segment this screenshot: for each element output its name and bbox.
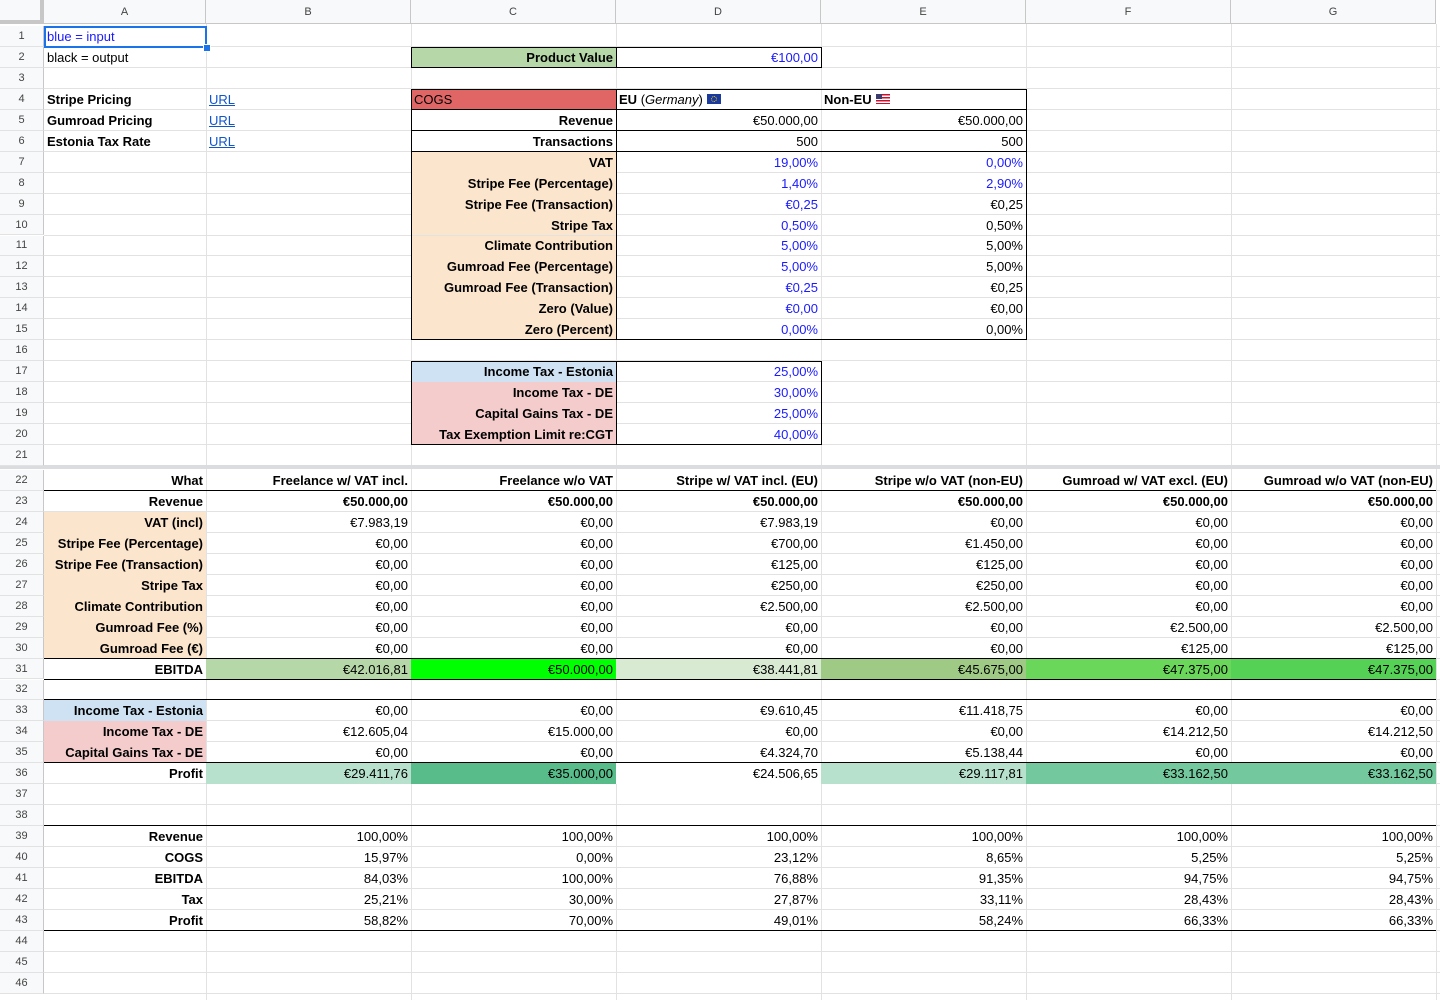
percent-value[interactable]: 94,75%: [1388, 871, 1433, 887]
row-header[interactable]: 18: [0, 382, 44, 403]
cogs-non-eu-value[interactable]: 0,50%: [986, 217, 1023, 233]
column-header-a[interactable]: A: [44, 0, 206, 24]
comparison-value[interactable]: €2.500,00: [760, 598, 818, 614]
percent-value[interactable]: 94,75%: [1183, 871, 1228, 887]
row-header[interactable]: 36: [0, 763, 44, 784]
row-header[interactable]: 24: [0, 512, 44, 533]
percent-value[interactable]: 70,00%: [568, 912, 613, 928]
percent-value[interactable]: 84,03%: [363, 871, 408, 887]
profit-value[interactable]: €33.162,50: [1026, 763, 1231, 784]
cogs-title: COGS: [411, 89, 616, 110]
comparison-row-label: Stripe Fee (Transaction): [44, 554, 206, 575]
link-label: Estonia Tax Rate: [47, 133, 151, 149]
percent-value[interactable]: 8,65%: [986, 850, 1023, 866]
tax-rate-label: Capital Gains Tax - DE: [411, 403, 616, 424]
cogs-eu-value[interactable]: 0,00%: [781, 322, 818, 338]
row-header[interactable]: 2: [0, 47, 44, 68]
cogs-row-label: Stripe Tax: [411, 215, 616, 236]
comparison-row-label: EBITDA: [154, 661, 203, 677]
tax-value[interactable]: €15.000,00: [547, 724, 613, 740]
profit-top-border: [44, 762, 1436, 763]
column-header-c[interactable]: C: [411, 0, 616, 24]
comparison-value[interactable]: €0,00: [580, 640, 613, 656]
comparison-value[interactable]: €0,00: [375, 577, 408, 593]
cogs-row-label: Stripe Fee (Percentage): [411, 173, 616, 194]
row-header[interactable]: 13: [0, 277, 44, 298]
url-link[interactable]: URL: [209, 112, 236, 128]
row-header[interactable]: 1: [0, 26, 44, 47]
profit-label: Profit: [169, 766, 203, 782]
tax-value[interactable]: €9.610,45: [760, 703, 818, 719]
tax-value[interactable]: €0,00: [990, 724, 1023, 740]
row-header[interactable]: 26: [0, 554, 44, 575]
ebitda-value[interactable]: €42.016,81: [206, 659, 411, 680]
profit-value[interactable]: €24.506,65: [616, 763, 821, 784]
comparison-row-label: Gumroad Fee (€): [44, 638, 206, 659]
tax-value[interactable]: €14.212,50: [1162, 724, 1228, 740]
tax-top-border: [44, 699, 1436, 700]
tax-rate-label: Income Tax - DE: [411, 382, 616, 403]
percent-row-label: COGS: [164, 850, 203, 866]
comparison-value[interactable]: €0,00: [1400, 577, 1433, 593]
tax-row-label: Income Tax - Estonia: [44, 700, 206, 721]
comparison-value[interactable]: €0,00: [375, 556, 408, 572]
row-header[interactable]: 22: [0, 470, 44, 491]
row-header[interactable]: 21: [0, 445, 44, 466]
percent-value[interactable]: 49,01%: [773, 912, 818, 928]
comparison-value[interactable]: €125,00: [1386, 640, 1433, 656]
cogs-row-label: Gumroad Fee (Transaction): [411, 277, 616, 298]
row-header[interactable]: 14: [0, 298, 44, 319]
cogs-non-eu-value[interactable]: €0,25: [990, 196, 1023, 212]
cogs-eu-value[interactable]: 5,00%: [781, 238, 818, 254]
percent-value[interactable]: 33,11%: [979, 891, 1023, 907]
cogs-eu-value[interactable]: 500: [796, 133, 818, 149]
tax-value[interactable]: €14.212,50: [1367, 724, 1433, 740]
percent-value[interactable]: 5,25%: [1191, 850, 1228, 866]
comparison-value[interactable]: €250,00: [771, 577, 818, 593]
comparison-what-header[interactable]: What: [171, 472, 203, 488]
us-flag-icon: [876, 94, 890, 104]
scenario-header[interactable]: Freelance w/o VAT: [499, 472, 613, 488]
comparison-row-label: Gumroad Fee (%): [44, 617, 206, 638]
comparison-value[interactable]: €0,00: [375, 598, 408, 614]
select-all-corner[interactable]: [0, 0, 44, 24]
row-header[interactable]: 38: [0, 805, 44, 826]
product-value-input[interactable]: €100,00: [771, 49, 818, 65]
comparison-value[interactable]: €0,00: [1195, 577, 1228, 593]
cogs-non-eu-value[interactable]: 5,00%: [986, 259, 1023, 275]
row-header[interactable]: 33: [0, 700, 44, 721]
cogs-eu-value[interactable]: €0,25: [785, 196, 818, 212]
gridline-horizontal: [44, 804, 1440, 805]
percent-value[interactable]: 100,00%: [356, 829, 408, 845]
comparison-value[interactable]: €0,00: [580, 535, 613, 551]
percent-value[interactable]: 58,82%: [363, 912, 408, 928]
percent-value[interactable]: 28,43%: [1388, 891, 1433, 907]
cogs-non-eu-value[interactable]: 2,90%: [986, 175, 1023, 191]
row-header[interactable]: 35: [0, 742, 44, 763]
tax-rate-input[interactable]: 40,00%: [773, 427, 818, 443]
legend-input-cell[interactable]: blue = input: [47, 28, 115, 44]
product-value-label: Product Value: [411, 47, 616, 68]
cogs-non-eu-value[interactable]: 5,00%: [986, 238, 1023, 254]
column-header-b[interactable]: B: [206, 0, 411, 24]
comparison-value[interactable]: €0,00: [990, 514, 1023, 530]
percent-value[interactable]: 100,00%: [1176, 829, 1228, 845]
cogs-row-label: Revenue: [558, 112, 613, 128]
row-header[interactable]: 7: [0, 152, 44, 173]
comparison-value[interactable]: €0,00: [580, 556, 613, 572]
scenario-header[interactable]: Gumroad w/o VAT (non-EU): [1263, 472, 1433, 488]
comparison-value[interactable]: €0,00: [785, 640, 818, 656]
tax-value[interactable]: €0,00: [580, 745, 613, 761]
profit-value[interactable]: €33.162,50: [1231, 763, 1436, 784]
cogs-eu-value[interactable]: 1,40%: [781, 175, 818, 191]
column-header-d[interactable]: D: [616, 0, 821, 24]
comparison-value[interactable]: €0,00: [1400, 556, 1433, 572]
row-header[interactable]: 43: [0, 910, 44, 931]
ebitda-value[interactable]: €47.375,00: [1231, 659, 1436, 680]
comparison-row-label: VAT (incl): [44, 512, 206, 533]
tax-value[interactable]: €5.138,44: [965, 745, 1023, 761]
tax-rate-label: Income Tax - Estonia: [411, 361, 616, 382]
row-header[interactable]: 10: [0, 215, 44, 236]
row-header[interactable]: 11: [0, 236, 44, 257]
row-header[interactable]: 4: [0, 89, 44, 110]
comparison-value[interactable]: €0,00: [1400, 514, 1433, 530]
comparison-value[interactable]: €50.000,00: [1162, 493, 1228, 509]
comparison-value[interactable]: €125,00: [771, 556, 818, 572]
row-header[interactable]: 3: [0, 68, 44, 89]
row-header[interactable]: 31: [0, 659, 44, 680]
gridline-horizontal: [44, 972, 1440, 973]
tax-rate-input[interactable]: 25,00%: [773, 364, 818, 380]
ebitda-bottom-border: [44, 679, 1436, 680]
row-header[interactable]: 8: [0, 173, 44, 194]
percent-value[interactable]: 66,33%: [1183, 912, 1228, 928]
comparison-row-label: Stripe Fee (Percentage): [44, 533, 206, 554]
comparison-value[interactable]: €2.500,00: [1375, 619, 1433, 635]
tax-value[interactable]: €0,00: [375, 745, 408, 761]
tax-rate-label: Tax Exemption Limit re:CGT: [411, 424, 616, 445]
row-header[interactable]: 40: [0, 847, 44, 868]
ebitda-value[interactable]: €45.675,00: [821, 659, 1026, 680]
cogs-header-border: [411, 109, 1026, 110]
comparison-value[interactable]: €2.500,00: [965, 598, 1023, 614]
cogs-row-label: Gumroad Fee (Percentage): [411, 256, 616, 277]
tax-value[interactable]: €4.324,70: [760, 745, 818, 761]
percent-value[interactable]: 100,00%: [561, 871, 613, 887]
ebitda-top-border: [44, 658, 1436, 659]
scenario-header[interactable]: Stripe w/o VAT (non-EU): [874, 472, 1023, 488]
percent-value[interactable]: 58,24%: [978, 912, 1023, 928]
row-header[interactable]: 37: [0, 784, 44, 805]
percent-value[interactable]: 76,88%: [773, 871, 818, 887]
row-header[interactable]: 42: [0, 889, 44, 910]
profit-value[interactable]: €29.117,81: [821, 763, 1026, 784]
row-header[interactable]: 41: [0, 868, 44, 889]
percent-value[interactable]: 100,00%: [561, 829, 613, 845]
comparison-value[interactable]: €50.000,00: [342, 493, 408, 509]
cogs-non-eu-value[interactable]: €0,25: [990, 280, 1023, 296]
tax-col-divider: [616, 361, 617, 445]
row-header[interactable]: 16: [0, 340, 44, 361]
cogs-row-label: Zero (Value): [411, 298, 616, 319]
percent-row-label: Tax: [181, 891, 203, 907]
percent-value[interactable]: 0,00%: [576, 850, 613, 866]
comparison-value[interactable]: €0,00: [990, 619, 1023, 635]
comparison-value[interactable]: €0,00: [1400, 598, 1433, 614]
comparison-value[interactable]: €0,00: [990, 640, 1023, 656]
comparison-row-label: Stripe Tax: [44, 575, 206, 596]
tax-value[interactable]: €12.605,04: [342, 724, 408, 740]
percent-row-label: Revenue: [148, 829, 203, 845]
row-header[interactable]: 28: [0, 596, 44, 617]
percent-value[interactable]: 28,43%: [1183, 891, 1228, 907]
comparison-value[interactable]: €0,00: [580, 577, 613, 593]
row-header[interactable]: 45: [0, 952, 44, 973]
cogs-row-label: Transactions: [532, 133, 613, 149]
row-header[interactable]: 20: [0, 424, 44, 445]
comparison-value[interactable]: €125,00: [1181, 640, 1228, 656]
comparison-row-label: Climate Contribution: [44, 596, 206, 617]
comparison-value[interactable]: €250,00: [976, 577, 1023, 593]
comparison-value[interactable]: €1.450,00: [965, 535, 1023, 551]
cogs-row-label: VAT: [411, 152, 616, 173]
tax-value[interactable]: €0,00: [1195, 703, 1228, 719]
row-header[interactable]: 15: [0, 319, 44, 340]
comparison-value[interactable]: €2.500,00: [1170, 619, 1228, 635]
comparison-value[interactable]: €0,00: [1195, 535, 1228, 551]
cogs-eu-value[interactable]: 19,00%: [773, 154, 818, 170]
percent-value[interactable]: 5,25%: [1396, 850, 1433, 866]
row-header[interactable]: 34: [0, 721, 44, 742]
row-header[interactable]: 46: [0, 973, 44, 994]
comparison-value[interactable]: €50.000,00: [547, 493, 613, 509]
non-eu-header: [821, 89, 1026, 110]
cogs-row-border: [411, 130, 1026, 131]
tax-row-label: Capital Gains Tax - DE: [44, 742, 206, 763]
tax-value[interactable]: €0,00: [1400, 703, 1433, 719]
eu-header-label: EU: [619, 91, 638, 107]
row-header[interactable]: 12: [0, 256, 44, 277]
eu-country: Germany: [645, 91, 699, 107]
percent-value[interactable]: 100,00%: [971, 829, 1023, 845]
cogs-row-label: Zero (Percent): [411, 319, 616, 340]
row-header[interactable]: 17: [0, 361, 44, 382]
cogs-eu-value[interactable]: 0,50%: [781, 217, 818, 233]
comparison-value[interactable]: €700,00: [771, 535, 818, 551]
cell-divider: [616, 47, 617, 68]
scenario-header[interactable]: Freelance w/ VAT incl.: [272, 472, 408, 488]
percent-value[interactable]: 25,21%: [363, 891, 408, 907]
gridline-horizontal: [44, 951, 1440, 952]
cogs-non-eu-value[interactable]: €50.000,00: [957, 112, 1023, 128]
row-header[interactable]: 19: [0, 403, 44, 424]
gridline-horizontal: [44, 993, 1440, 994]
cogs-eu-value[interactable]: 5,00%: [781, 259, 818, 275]
comparison-value[interactable]: €50.000,00: [957, 493, 1023, 509]
comparison-value[interactable]: €0,00: [580, 619, 613, 635]
tax-rate-input[interactable]: 30,00%: [773, 385, 818, 401]
tax-value[interactable]: €0,00: [375, 703, 408, 719]
url-link[interactable]: URL: [209, 91, 236, 107]
comparison-value[interactable]: €0,00: [1195, 598, 1228, 614]
comparison-value[interactable]: €50.000,00: [1367, 493, 1433, 509]
comparison-value[interactable]: €0,00: [580, 514, 613, 530]
cogs-row-border: [411, 151, 1026, 152]
link-label: Gumroad Pricing: [47, 112, 153, 128]
percent-value[interactable]: 100,00%: [1381, 829, 1433, 845]
percent-value[interactable]: 30,00%: [568, 891, 613, 907]
profit-value[interactable]: €29.411,76: [206, 763, 411, 784]
comparison-value[interactable]: €0,00: [375, 619, 408, 635]
cogs-non-eu-value[interactable]: 0,00%: [986, 154, 1023, 170]
ebitda-value[interactable]: €47.375,00: [1026, 659, 1231, 680]
comparison-value[interactable]: €0,00: [785, 619, 818, 635]
selection-fill-handle[interactable]: [203, 44, 211, 52]
cogs-row-label: Climate Contribution: [411, 236, 616, 257]
scenario-header[interactable]: Gumroad w/ VAT excl. (EU): [1062, 472, 1228, 488]
percent-bottom-border: [44, 930, 1436, 931]
row-header[interactable]: 39: [0, 826, 44, 847]
profit-value[interactable]: €35.000,00: [411, 763, 616, 784]
gridline-vertical: [1436, 24, 1437, 1000]
column-header-f[interactable]: F: [1026, 0, 1231, 24]
percent-value[interactable]: 66,33%: [1388, 912, 1433, 928]
column-header-e[interactable]: E: [821, 0, 1026, 24]
comparison-value[interactable]: €0,00: [1195, 556, 1228, 572]
tax-value[interactable]: €0,00: [1195, 745, 1228, 761]
cogs-row-label: Stripe Fee (Transaction): [411, 194, 616, 215]
row-header[interactable]: 32: [0, 680, 44, 701]
percent-value[interactable]: 100,00%: [766, 829, 818, 845]
eu-header: EU (Germany): [616, 89, 821, 110]
ebitda-value[interactable]: €38.441,81: [616, 659, 821, 680]
cogs-eu-value[interactable]: €50.000,00: [752, 112, 818, 128]
row-header[interactable]: 29: [0, 617, 44, 638]
cogs-non-eu-value[interactable]: €0,00: [990, 301, 1023, 317]
tax-value[interactable]: €0,00: [580, 703, 613, 719]
tax-row-label: Income Tax - DE: [44, 721, 206, 742]
cogs-eu-value[interactable]: €0,25: [785, 280, 818, 296]
tax-rate-input[interactable]: 25,00%: [773, 406, 818, 422]
scenario-header[interactable]: Stripe w/ VAT incl. (EU): [676, 472, 818, 488]
percent-row-label: EBITDA: [154, 871, 203, 887]
ebitda-value[interactable]: €50.000,00: [411, 659, 616, 680]
row-header[interactable]: 5: [0, 110, 44, 131]
non-eu-header-label: Non-EU: [824, 91, 872, 107]
comparison-value[interactable]: €0,00: [375, 640, 408, 656]
comparison-value[interactable]: €125,00: [976, 556, 1023, 572]
tax-value[interactable]: €0,00: [785, 724, 818, 740]
row-header[interactable]: 30: [0, 638, 44, 659]
comparison-value[interactable]: €0,00: [1195, 514, 1228, 530]
row-header[interactable]: 44: [0, 931, 44, 952]
row-header[interactable]: 27: [0, 575, 44, 596]
percent-value[interactable]: 15,97%: [363, 850, 408, 866]
percent-value[interactable]: 91,35%: [978, 871, 1023, 887]
percent-row-label: Profit: [169, 912, 203, 928]
cogs-eu-value[interactable]: €0,00: [785, 301, 818, 317]
comparison-value[interactable]: €0,00: [375, 535, 408, 551]
frozen-rows-divider[interactable]: [0, 465, 1440, 469]
comparison-value[interactable]: €0,00: [580, 598, 613, 614]
cogs-non-eu-value[interactable]: 0,00%: [986, 322, 1023, 338]
legend-output-cell[interactable]: black = output: [47, 49, 129, 65]
row-header[interactable]: 9: [0, 194, 44, 215]
tax-value[interactable]: €11.418,75: [958, 703, 1023, 719]
tax-value[interactable]: €0,00: [1400, 745, 1433, 761]
row-header[interactable]: 23: [0, 491, 44, 512]
cogs-col-divider: [616, 89, 617, 340]
cogs-non-eu-value[interactable]: 500: [1001, 133, 1023, 149]
link-label: Stripe Pricing: [47, 91, 132, 107]
url-link[interactable]: URL: [209, 133, 236, 149]
comparison-value[interactable]: €7.983,19: [350, 514, 408, 530]
comparison-row-label: Revenue: [148, 493, 203, 509]
comparison-value[interactable]: €7.983,19: [760, 514, 818, 530]
percent-value[interactable]: 23,12%: [773, 850, 818, 866]
comparison-value[interactable]: €50.000,00: [752, 493, 818, 509]
eu-flag-icon: [707, 94, 721, 104]
row-header[interactable]: 6: [0, 131, 44, 152]
row-header[interactable]: 25: [0, 533, 44, 554]
comparison-value[interactable]: €0,00: [1400, 535, 1433, 551]
percent-value[interactable]: 27,87%: [773, 891, 818, 907]
column-header-g[interactable]: G: [1231, 0, 1436, 24]
